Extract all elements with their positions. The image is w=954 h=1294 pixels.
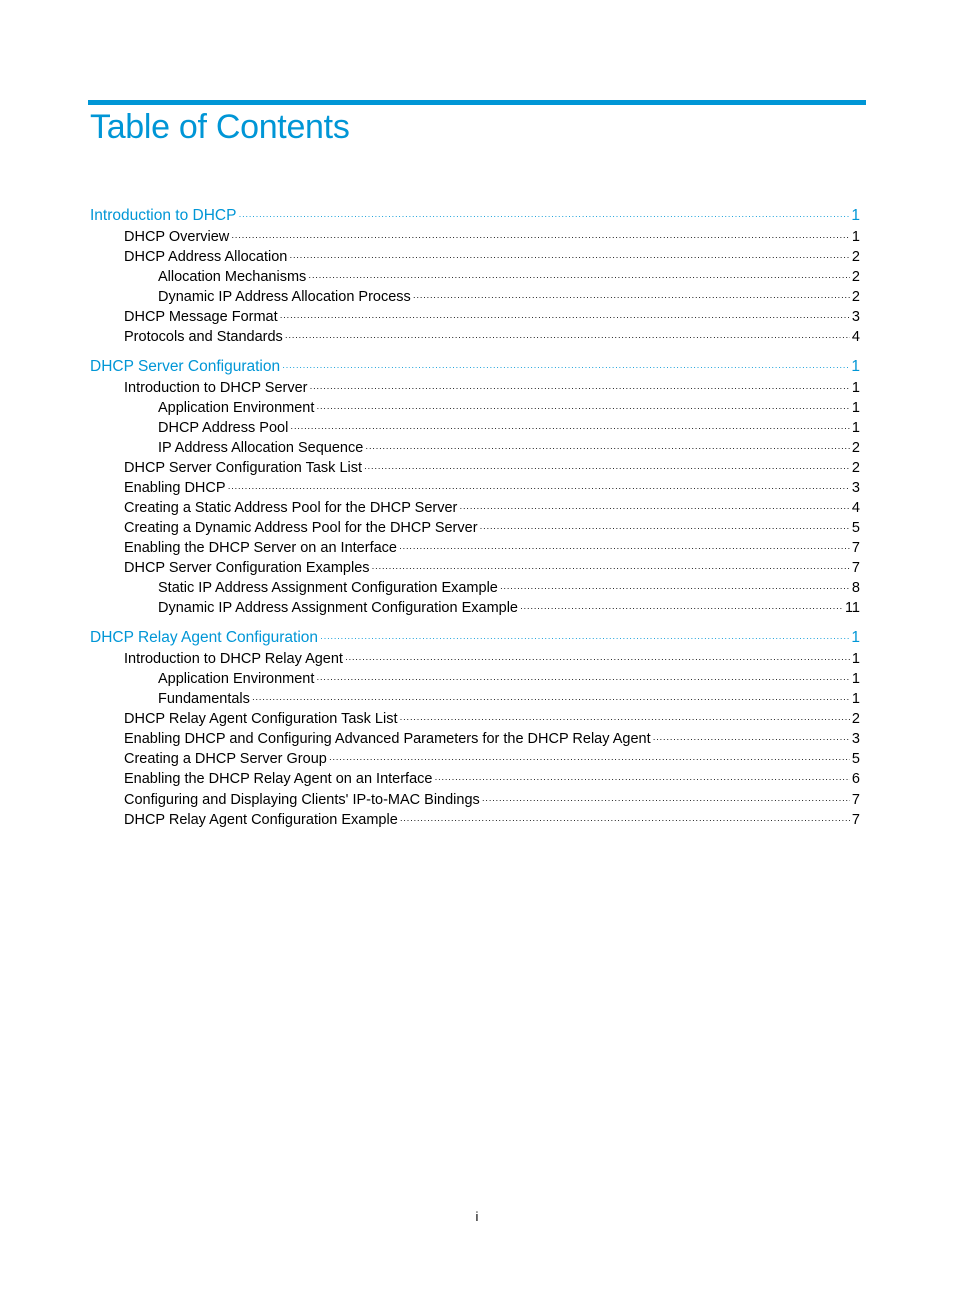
toc-section[interactable] [124, 498, 860, 518]
toc-label: DHCP Server Configuration Examples [124, 560, 370, 576]
toc-page-number: 1 [851, 400, 860, 416]
toc-section[interactable] [124, 769, 860, 789]
title-rule [88, 100, 866, 105]
toc-chapter[interactable] [90, 357, 860, 377]
toc-section[interactable] [124, 458, 860, 478]
toc-label: Introduction to DHCP Server [124, 380, 308, 396]
toc-page-number: 1 [851, 420, 860, 436]
toc-section[interactable] [124, 729, 860, 749]
toc-section[interactable] [124, 378, 860, 398]
dot-leader [399, 538, 850, 558]
toc-page-number: 2 [851, 269, 860, 285]
toc-section[interactable] [124, 478, 860, 498]
toc-label: Creating a DHCP Server Group [124, 751, 327, 767]
toc-page-number: 3 [851, 480, 860, 496]
dot-leader [459, 498, 850, 518]
dot-leader [365, 438, 850, 458]
toc-label: DHCP Server Configuration Task List [124, 460, 363, 476]
page-title: Table of Contents [90, 108, 350, 146]
toc-label: DHCP Server Configuration [90, 358, 281, 375]
dot-leader [280, 307, 850, 327]
toc-section[interactable] [124, 709, 860, 729]
toc-chapter[interactable] [90, 628, 860, 648]
toc-page-number: 7 [851, 540, 860, 556]
toc-section[interactable] [124, 790, 860, 810]
dot-leader [500, 578, 850, 598]
toc-subsection[interactable] [158, 598, 860, 618]
toc-section[interactable] [124, 810, 860, 830]
toc-label: DHCP Relay Agent Configuration Task List [124, 711, 398, 727]
toc-page-number: 2 [851, 440, 860, 456]
toc-chapter[interactable] [90, 206, 860, 226]
toc-section[interactable] [124, 649, 860, 669]
toc-page-number: 6 [851, 771, 860, 787]
toc-page-number: 2 [851, 249, 860, 265]
toc-section[interactable] [124, 327, 860, 347]
toc-section[interactable] [124, 307, 860, 327]
dot-leader [364, 458, 850, 478]
dot-leader [520, 598, 843, 618]
toc-label: Protocols and Standards [124, 329, 283, 345]
toc-page-number: 7 [851, 812, 860, 828]
toc-page-number: 1 [851, 229, 860, 245]
toc-section[interactable] [124, 247, 860, 267]
toc-section[interactable] [124, 749, 860, 769]
toc-subsection[interactable] [158, 689, 860, 709]
toc-page-number: 1 [851, 207, 860, 224]
toc-label: Enabling the DHCP Relay Agent on an Interface [124, 771, 433, 787]
dot-leader [238, 206, 849, 226]
toc-label: Configuring and Displaying Clients' IP-to-MAC Bindings [124, 792, 480, 808]
toc-label: Application Environment [158, 400, 315, 416]
toc-subsection[interactable] [158, 418, 860, 438]
toc-label: Static IP Address Assignment Configuration Example [158, 580, 498, 596]
toc-label: Enabling DHCP and Configuring Advanced Parameters for the DHCP Relay Agent [124, 731, 651, 747]
toc-subsection[interactable] [158, 578, 860, 598]
toc-page-number: 11 [844, 600, 860, 616]
dot-leader [308, 267, 850, 287]
toc-page-number: 3 [851, 309, 860, 325]
toc-page-number: 1 [851, 629, 860, 646]
dot-leader [400, 709, 850, 729]
toc-label: Introduction to DHCP [90, 207, 237, 224]
dot-leader [316, 669, 850, 689]
toc-label: Creating a Dynamic Address Pool for the DHCP Server [124, 520, 478, 536]
dot-leader [345, 649, 850, 669]
toc-page-number: 3 [851, 731, 860, 747]
toc-page-number: 7 [851, 560, 860, 576]
page-number-footer: i [475, 1209, 479, 1224]
toc-label: Allocation Mechanisms [158, 269, 307, 285]
toc-page-number: 2 [851, 460, 860, 476]
toc-page-number: 2 [851, 289, 860, 305]
toc-label: DHCP Address Allocation [124, 249, 288, 265]
dot-leader [320, 628, 849, 648]
dot-leader [231, 227, 850, 247]
toc-section[interactable] [124, 227, 860, 247]
toc-page-number: 1 [851, 691, 860, 707]
toc-page-number: 1 [851, 651, 860, 667]
dot-leader [316, 398, 850, 418]
toc-label: IP Address Allocation Sequence [158, 440, 364, 456]
toc-page-number: 1 [851, 358, 860, 375]
toc-label: Introduction to DHCP Relay Agent [124, 651, 343, 667]
dot-leader [309, 378, 849, 398]
dot-leader [290, 418, 850, 438]
dot-leader [480, 518, 850, 538]
dot-leader [282, 357, 849, 377]
toc-label: Dynamic IP Address Assignment Configuration Example [158, 600, 518, 616]
dot-leader [228, 478, 850, 498]
toc-page-number: 5 [851, 520, 860, 536]
dot-leader [252, 689, 850, 709]
toc-page-number: 2 [851, 711, 860, 727]
dot-leader [329, 749, 850, 769]
toc-page-number: 4 [851, 329, 860, 345]
toc-subsection[interactable] [158, 398, 860, 418]
toc-label: DHCP Relay Agent Configuration Example [124, 812, 398, 828]
dot-leader [434, 769, 849, 789]
dot-leader [289, 247, 850, 267]
toc-label: Enabling the DHCP Server on an Interface [124, 540, 397, 556]
toc-page-number: 1 [851, 671, 860, 687]
toc-section[interactable] [124, 558, 860, 578]
dot-leader [285, 327, 850, 347]
toc-label: DHCP Overview [124, 229, 230, 245]
toc-label: Fundamentals [158, 691, 250, 707]
toc-page-number: 7 [851, 792, 860, 808]
dot-leader [413, 287, 850, 307]
toc-page-number: 8 [851, 580, 860, 596]
toc-label: DHCP Address Pool [158, 420, 289, 436]
toc-subsection[interactable] [158, 287, 860, 307]
dot-leader [482, 790, 850, 810]
toc-page-number: 4 [851, 500, 860, 516]
toc-label: Creating a Static Address Pool for the DHCP Server [124, 500, 458, 516]
toc-label: DHCP Message Format [124, 309, 278, 325]
dot-leader [653, 729, 850, 749]
toc-subsection[interactable] [158, 438, 860, 458]
toc-section[interactable] [124, 538, 860, 558]
toc-section[interactable] [124, 518, 860, 538]
toc-page-number: 5 [851, 751, 860, 767]
dot-leader [372, 558, 850, 578]
dot-leader [400, 810, 850, 830]
toc-label: Enabling DHCP [124, 480, 226, 496]
toc-subsection[interactable] [158, 669, 860, 689]
toc-page-number: 1 [851, 380, 860, 396]
toc-subsection[interactable] [158, 267, 860, 287]
toc-label: Application Environment [158, 671, 315, 687]
toc-label: Dynamic IP Address Allocation Process [158, 289, 411, 305]
toc-label: DHCP Relay Agent Configuration [90, 629, 319, 646]
